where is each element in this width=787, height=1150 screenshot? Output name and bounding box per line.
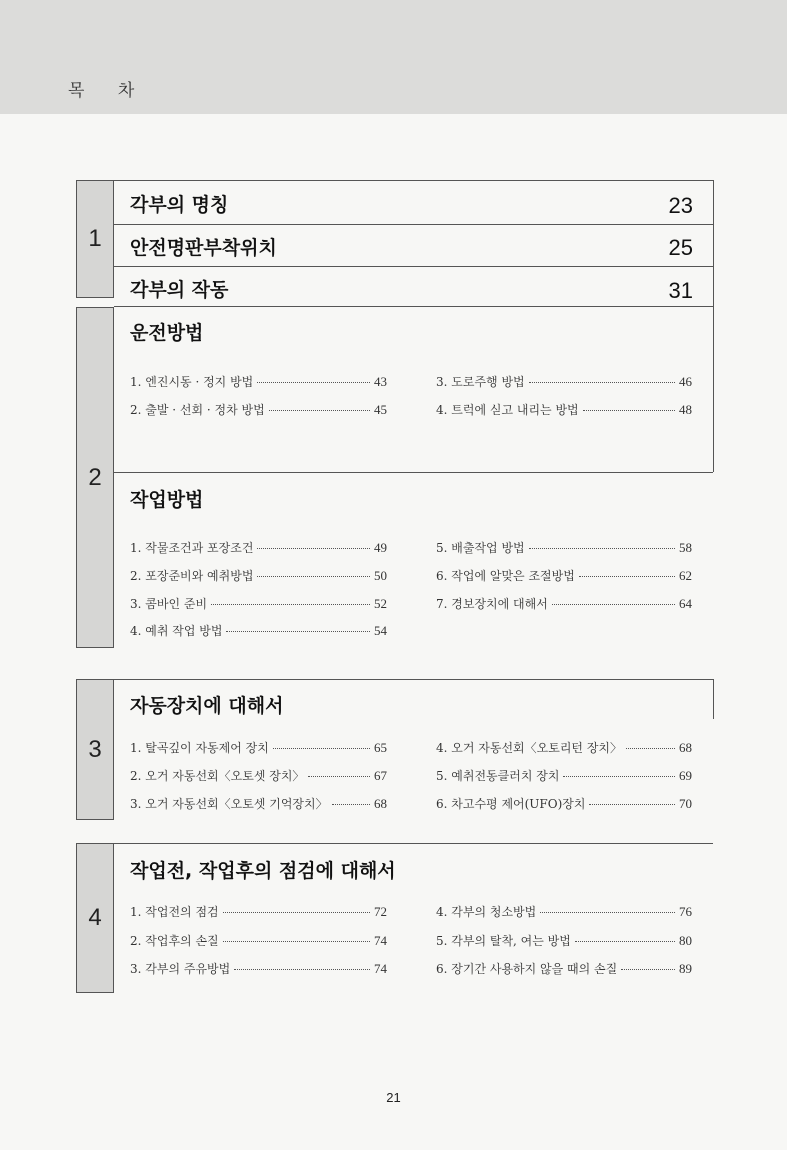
dot-leader [589,804,675,805]
entry-label: 4. 각부의 청소방법 [436,905,537,919]
entry-page: 69 [679,768,692,783]
toc-entry[interactable] [436,932,692,948]
toc-entry[interactable] [130,401,387,417]
toc-entry[interactable] [436,903,692,919]
section-title-driving[interactable]: 운전방법 [130,322,204,344]
dot-leader [223,941,370,942]
entry-label: 3. 도로주행 방법 [436,375,525,389]
section-title-work[interactable]: 작업방법 [130,489,204,511]
entry-page: 74 [374,933,387,948]
entry-page: 49 [374,540,387,555]
toc-entry[interactable] [436,595,692,611]
divider [713,306,714,472]
entry-label: 3. 오거 자동선회〈오토셋 기억장치〉 [130,797,328,811]
entry-label: 1. 작물조건과 포장조건 [130,541,254,555]
entry-label: 7. 경보장치에 대해서 [436,597,548,611]
entry-page: 67 [374,768,387,783]
chapter-4-number: 4 [76,843,114,993]
toc-entry[interactable] [130,595,387,611]
toc-entry[interactable] [130,795,387,811]
entry-label: 1. 탈곡깊이 자동제어 장치 [130,741,269,755]
entry-page: 89 [679,961,692,976]
toc-entry[interactable] [130,539,387,555]
toc-entry[interactable] [130,567,387,583]
toc-entry[interactable] [436,401,692,417]
divider [76,843,713,844]
entry-label: 4. 오거 자동선회〈오토리턴 장치〉 [436,741,622,755]
toc-entry[interactable] [130,739,387,755]
entry-page: 68 [679,740,692,755]
entry-label: 2. 오거 자동선회〈오토셋 장치〉 [130,769,305,783]
entry-page: 43 [374,374,387,389]
chapter-2-number: 2 [76,307,114,648]
toc-entry[interactable] [436,567,692,583]
dot-leader [621,969,675,970]
entry-page: 64 [679,596,692,611]
entry-label: 1. 작업전의 점검 [130,905,219,919]
entry-label: 4. 예취 작업 방법 [130,624,223,638]
dot-leader [575,941,675,942]
entry-label: 5. 배출작업 방법 [436,541,525,555]
entry-label: 3. 각부의 주유방법 [130,962,231,976]
toc-entry[interactable] [436,960,692,976]
entry-page: 54 [374,623,387,638]
entry-label: 6. 작업에 알맞은 조절방법 [436,569,575,583]
entry-page: 45 [374,402,387,417]
toc-entry[interactable] [130,622,387,638]
dot-leader [552,604,675,605]
entry-page: 65 [374,740,387,755]
dot-leader [529,548,675,549]
dot-leader [583,410,675,411]
divider [114,306,713,307]
entry-label: 6. 장기간 사용하지 않을 때의 손질 [436,962,618,976]
chapter-1-number: 1 [76,180,114,298]
divider [76,180,713,181]
entry-page: 48 [679,402,692,417]
toc-entry[interactable] [436,373,692,389]
toc-entry[interactable] [130,932,387,948]
dot-leader [332,804,370,805]
chapter-1-title-2[interactable]: 안전명판부착위치 [130,237,277,259]
dot-leader [626,748,675,749]
divider [114,224,713,225]
toc-entry[interactable] [436,767,692,783]
page-title: 목 차 [68,81,149,101]
entry-label: 2. 출발 · 선회 · 정차 방법 [130,403,265,417]
entry-label: 1. 엔진시동 · 정지 방법 [130,375,254,389]
entry-page: 74 [374,961,387,976]
chapter-3-number: 3 [76,679,114,820]
dot-leader [579,576,675,577]
entry-label: 6. 차고수평 제어(UFO)장치 [436,797,586,811]
dot-leader [211,604,370,605]
entry-page: 80 [679,933,692,948]
entry-label: 5. 예취전동클러치 장치 [436,769,560,783]
entry-page: 68 [374,796,387,811]
dot-leader [308,776,370,777]
dot-leader [529,382,675,383]
entry-label: 2. 포장준비와 예취방법 [130,569,254,583]
toc-entry[interactable] [436,539,692,555]
entry-page: 72 [374,904,387,919]
divider [713,180,714,306]
chapter-1-page-1: 23 [668,193,693,218]
entry-page: 62 [679,568,692,583]
entry-page: 50 [374,568,387,583]
dot-leader [226,631,370,632]
dot-leader [273,748,370,749]
dot-leader [257,382,370,383]
dot-leader [540,912,675,913]
entry-page: 58 [679,540,692,555]
dot-leader [269,410,370,411]
dot-leader [563,776,675,777]
chapter-4-title[interactable]: 작업전, 작업후의 점검에 대해서 [130,860,396,882]
toc-entry[interactable] [436,739,692,755]
dot-leader [257,548,370,549]
entry-page: 46 [679,374,692,389]
toc-entry[interactable] [436,795,692,811]
divider [713,679,714,719]
chapter-3-title[interactable]: 자동장치에 대해서 [130,695,284,717]
chapter-1-title-3[interactable]: 각부의 작동 [130,279,229,301]
divider [76,679,713,680]
toc-entry[interactable] [130,767,387,783]
chapter-1-page-3: 31 [668,278,693,303]
entry-label: 2. 작업후의 손질 [130,934,219,948]
entry-page: 70 [679,796,692,811]
chapter-1-title-1[interactable]: 각부의 명칭 [130,194,229,216]
entry-label: 5. 각부의 탈착, 여는 방법 [436,934,571,948]
entry-label: 3. 콤바인 준비 [130,597,208,611]
divider [114,266,713,267]
entry-label: 4. 트럭에 싣고 내리는 방법 [436,403,579,417]
dot-leader [223,912,370,913]
entry-page: 76 [679,904,692,919]
toc-entry[interactable] [130,960,387,976]
chapter-1-page-2: 25 [668,235,693,260]
entry-page: 52 [374,596,387,611]
dot-leader [234,969,370,970]
dot-leader [257,576,370,577]
toc-entry[interactable] [130,373,387,389]
toc-entry[interactable] [130,903,387,919]
divider [114,472,713,473]
page-number: 21 [386,1090,401,1105]
